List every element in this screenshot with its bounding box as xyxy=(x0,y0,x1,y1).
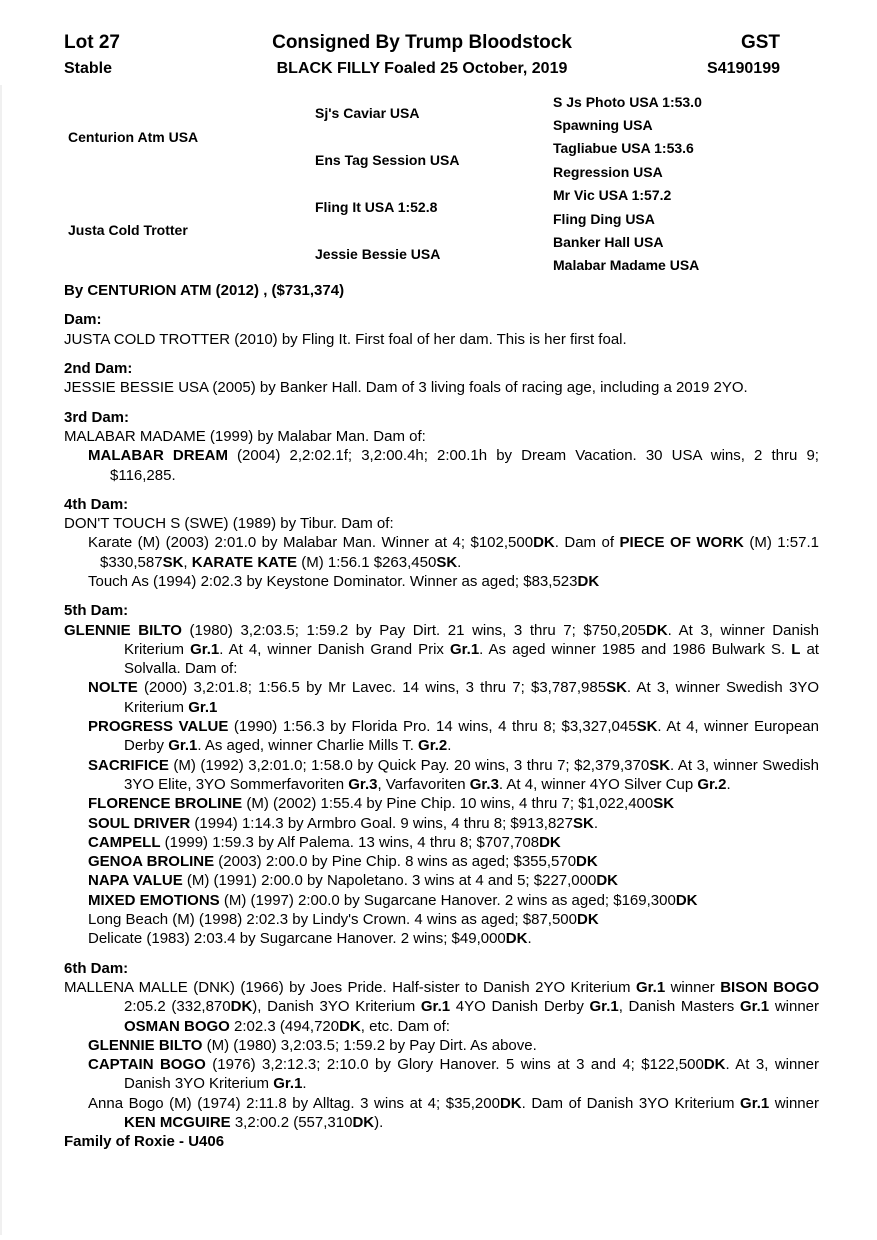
section-heading: 6th Dam: xyxy=(64,959,129,977)
header-row-1 xyxy=(0,33,877,53)
pedigree-notes xyxy=(0,281,877,1132)
offspring-entry: SOUL DRIVER (1994) 1:14.3 by Armbro Goal. 9 wins, 4 thru 8; $913,827SK. xyxy=(88,814,598,832)
pedigree-gen2-cell: Sj's Caviar USA xyxy=(315,105,420,122)
lot-number: Lot 27 xyxy=(64,32,120,53)
offspring-entry: Long Beach (M) (1998) 2:02.3 by Lindy's Crown. 4 wins as aged; $87,500DK xyxy=(88,911,599,929)
scan-artifact xyxy=(0,85,2,1235)
pedigree-gen3-cell: Spawning USA xyxy=(553,117,653,134)
offspring-entry: CAMPELL (1999) 1:59.3 by Alf Palema. 13 wins, 4 thru 8; $707,708DK xyxy=(88,833,561,851)
offspring-entry: CAPTAIN BOGO (1976) 3,2:12.3; 2:10.0 by Glory Hanover. 5 wins at 3 and 4; $122,500DK. At 3, winner Danish 3YO Kriterium Gr.1. xyxy=(88,1056,820,1093)
pedigree-gen3-cell: S Js Photo USA 1:53.0 xyxy=(553,93,702,110)
pedigree-gen3-cell: Fling Ding USA xyxy=(553,210,655,227)
pedigree-gen3-cell: Tagliabue USA 1:53.6 xyxy=(553,140,694,157)
dam-paragraph: MALLENA MALLE (DNK) (1966) by Joes Pride. Half-sister to Danish 2YO Kriterium Gr.1 winner BISON BOGO 2:05.2 (332,870DK), Danish 3YO Kriterium Gr.1 4YO Danish Derby Gr.1, Danish Masters Gr.1 winner OSMAN BOGO 2:02.3 (494,720DK, etc. Dam of: xyxy=(64,978,820,1035)
offspring-entry: MALABAR DREAM (2004) 2,2:02.1f; 3,2:00.4h; 2:00.1h by Dream Vacation. 30 USA wins, 2 thru 9; $116,285. xyxy=(88,447,819,484)
section-heading: 3rd Dam: xyxy=(64,408,130,426)
pedigree-gen2-cell: Fling It USA 1:52.8 xyxy=(315,198,438,215)
sire-by-line: By CENTURION ATM (2012) , ($731,374) xyxy=(64,282,345,300)
offspring-entry: FLORENCE BROLINE (M) (2002) 1:55.4 by Pine Chip. 10 wins, 4 thru 7; $1,022,400SK xyxy=(88,795,675,813)
offspring-entry: Karate (M) (2003) 2:01.0 by Malabar Man. Winner at 4; $102,500DK. Dam of PIECE OF WORK (M) 1:57.1 $330,587SK, KARATE KATE (M) 1:56.1 $263,450SK. xyxy=(88,534,819,571)
pedigree-dam: Justa Cold Trotter xyxy=(68,222,188,239)
offspring-entry: SACRIFICE (M) (1992) 3,2:01.0; 1:58.0 by Quick Pay. 20 wins, 3 thru 7; $2,379,370SK. At 3, winner Swedish 3YO Elite, 3YO Sommerfavoriten Gr.3, Varfavoriten Gr.3. At 4, winner 4YO Silver Cup Gr.2. xyxy=(88,756,819,793)
offspring-entry: GENOA BROLINE (2003) 2:00.0 by Pine Chip. 8 wins as aged; $355,570DK xyxy=(88,853,598,871)
header-row-2 xyxy=(0,59,877,79)
offspring-entry: PROGRESS VALUE (1990) 1:56.3 by Florida Pro. 14 wins, 4 thru 8; $3,327,045SK. At 4, winner European Derby Gr.1. As aged, winner Charlie Mills T. Gr.2. xyxy=(88,718,819,755)
offspring-entry: MIXED EMOTIONS (M) (1997) 2:00.0 by Sugarcane Hanover. 2 wins as aged; $169,300DK xyxy=(88,891,698,909)
offspring-entry: Touch As (1994) 2:02.3 by Keystone Dominator. Winner as aged; $83,523DK xyxy=(88,572,600,590)
family-line: Family of Roxie - U406 xyxy=(64,1133,225,1151)
dam-paragraph: JUSTA COLD TROTTER (2010) by Fling It. First foal of her dam. This is her first foal. xyxy=(64,330,627,348)
page-header xyxy=(0,33,877,79)
pedigree-sire: Centurion Atm USA xyxy=(68,128,199,145)
offspring-entry: Anna Bogo (M) (1974) 2:11.8 by Alltag. 3 wins at 4; $35,200DK. Dam of Danish 3YO Kriterium Gr.1 winner KEN MCGUIRE 3,2:00.2 (557,310DK). xyxy=(88,1094,819,1131)
offspring-entry: NOLTE (2000) 3,2:01.8; 1:56.5 by Mr Lavec. 14 wins, 3 thru 7; $3,787,985SK. At 3, winner Swedish 3YO Kriterium Gr.1 xyxy=(88,679,819,716)
offspring-entry: GLENNIE BILTO (M) (1980) 3,2:03.5; 1:59.2 by Pay Dirt. As above. xyxy=(88,1036,537,1054)
pedigree-gen2-cell: Ens Tag Session USA xyxy=(315,152,460,169)
gst-label: GST xyxy=(740,32,780,53)
section-heading: 4th Dam: xyxy=(64,495,129,513)
catalog-number: S4190199 xyxy=(707,60,780,77)
pedigree-gen3-cell: Malabar Madame USA xyxy=(553,257,700,274)
offspring-entry: Delicate (1983) 2:03.4 by Sugarcane Hanover. 2 wins; $49,000DK. xyxy=(88,930,532,948)
stable-label: Stable xyxy=(64,60,113,77)
section-heading: 2nd Dam: xyxy=(64,360,133,378)
dam-paragraph: DON'T TOUCH S (SWE) (1989) by Tibur. Dam of: xyxy=(64,515,394,533)
dam-sections xyxy=(64,310,819,1132)
consignor-title: Consigned By Trump Bloodstock xyxy=(272,32,572,53)
dam-paragraph: JESSIE BESSIE USA (2005) by Banker Hall. Dam of 3 living foals of racing age, including a 2019 2YO. xyxy=(64,379,748,397)
pedigree-gen3-cell: Banker Hall USA xyxy=(553,234,664,251)
foal-description: BLACK FILLY Foaled 25 October, 2019 xyxy=(276,60,568,77)
pedigree-gen3-cell: Regression USA xyxy=(553,163,663,180)
pedigree-gen2-cell: Jessie Bessie USA xyxy=(315,245,441,262)
offspring-entry: NAPA VALUE (M) (1991) 2:00.0 by Napoletano. 3 wins at 4 and 5; $227,000DK xyxy=(88,872,619,890)
section-heading: 5th Dam: xyxy=(64,602,129,620)
pedigree-table xyxy=(0,90,877,277)
section-heading: Dam: xyxy=(64,311,102,329)
dam-paragraph: GLENNIE BILTO (1980) 3,2:03.5; 1:59.2 by Pay Dirt. 21 wins, 3 thru 7; $750,205DK. At 3, winner Danish Kriterium Gr.1. At 4, winner Danish Grand Prix Gr.1. As aged winner 1985 and 1986 Bulwark S. L at Solvalla. Dam of: xyxy=(64,621,819,678)
dam-paragraph: MALABAR MADAME (1999) by Malabar Man. Dam of: xyxy=(64,427,426,445)
pedigree-gen3-cell: Mr Vic USA 1:57.2 xyxy=(553,187,672,204)
